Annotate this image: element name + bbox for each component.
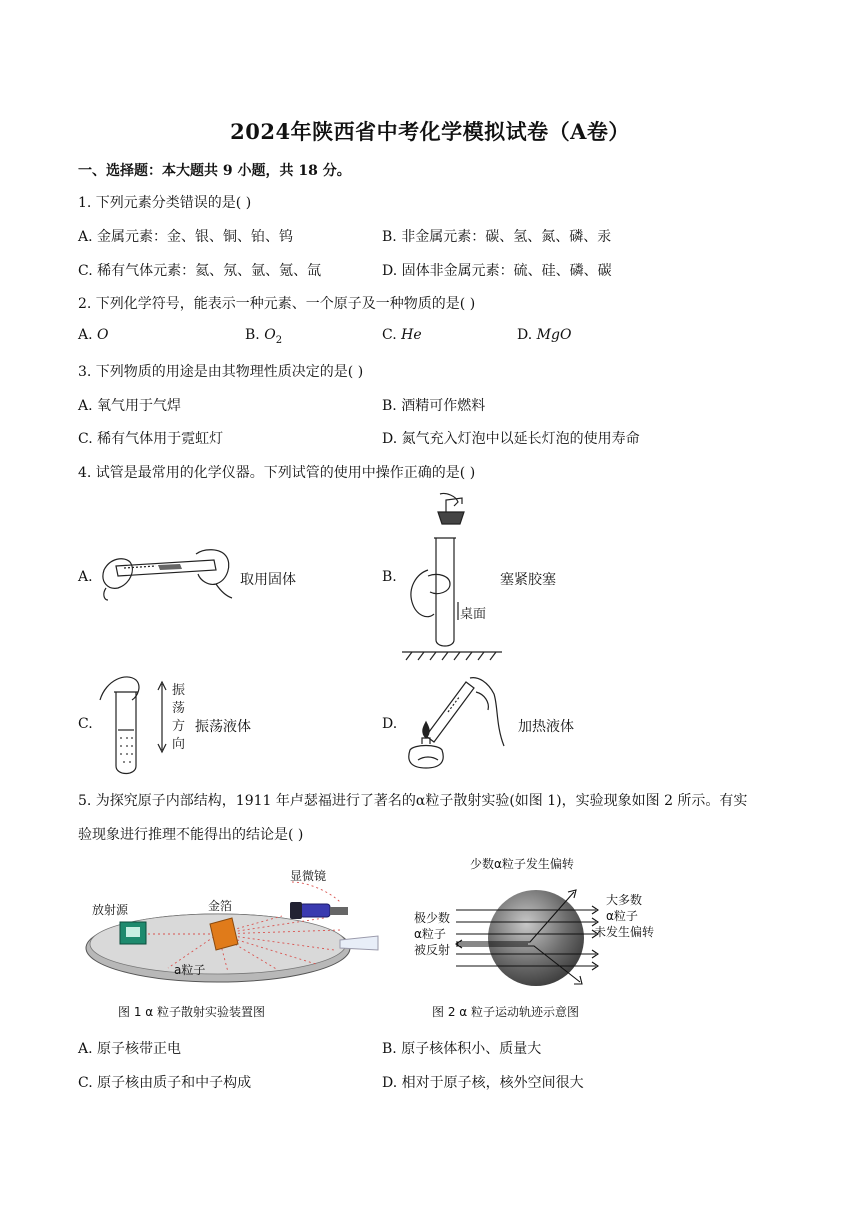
q2-option-c [382,327,422,343]
q3-option-a: A. 氧气用于气焊 [78,398,182,414]
q4-figure-c [96,670,196,780]
q3-option-d: D. 氮气充入灯泡中以延长灯泡的使用寿命 [382,431,640,447]
fig1-caption: 图 1 α 粒子散射实验装置图 [118,1005,265,1019]
q4-option-d-label: D. [382,716,398,732]
q4-option-b-caption: 塞紧胶塞 [500,572,556,588]
shake-arrow-char-4: 向 [172,737,186,752]
q2-option-a-label: A. [78,327,98,343]
q4-figure-b [398,492,508,662]
q2-option-a-formula: O [97,327,109,343]
q4-option-a-label: A. [78,569,93,585]
flame [423,722,429,738]
question-5-stem-line2: 验现象进行推理不能得出的结论是( ) [78,827,304,843]
fig1-particle-label: a粒子 [174,963,206,977]
liquid-dots [120,737,133,763]
question-5-stem-line1: 5. 为探究原子内部结构，1911 年卢瑟福进行了著名的α粒子散射实验(如图 1)，实验现象如图 2 所示。有实 [78,793,748,809]
fig2-left-label-3: 被反射 [414,943,451,957]
q4-option-a-caption: 取用固体 [240,572,296,588]
q4-figure-a [96,540,236,602]
q5-option-c: C. 原子核由质子和中子构成 [78,1075,252,1091]
fig2-right-label-1: 大多数 [606,893,643,907]
right-hand-outline [196,550,229,585]
q2-option-b-formula: O [264,327,276,343]
holding-hand [411,570,434,617]
fig1-microscope-label: 显微镜 [290,869,327,883]
q2-option-d-label: D. [517,327,537,343]
q2-option-b-subscript: 2 [275,334,283,346]
q4-option-c-caption: 振荡液体 [195,719,251,735]
fig1-source-label: 放射源 [92,903,129,917]
q4-figure-d [398,676,508,772]
q1-option-c: C. 稀有气体元素：氦、氖、氩、氪、氙 [78,263,322,279]
fig1-foil-label: 金箔 [208,899,233,913]
q4-option-d-caption: 加热液体 [518,719,574,735]
q4-desk-label: 桌面 [460,607,487,622]
q4-option-c-label: C. [78,716,93,732]
q5-option-d: D. 相对于原子核，核外空间很大 [382,1075,584,1091]
q3-option-b: B. 酒精可作燃料 [382,398,486,414]
q2-option-c-label: C. [382,327,402,343]
microscope [300,904,330,917]
q5-figure-2 [410,852,670,1024]
screen-tube [340,936,378,950]
q5-figure-1 [78,852,398,1024]
question-2-stem: 2. 下列化学符号，能表示一种元素、一个原子及一种物质的是( ) [78,296,476,312]
shake-arrow-char-3: 方 [172,719,186,734]
q2-option-b [245,327,282,346]
test-tube-shake [116,692,136,774]
heating-test-tube [426,682,474,742]
q1-option-d: D. 固体非金属元素：硫、硅、磷、碳 [382,263,612,279]
q2-option-d-formula: MgO [536,327,572,343]
fig2-right-label-2: α粒子 [606,909,638,923]
q4-option-b-label: B. [382,569,397,585]
q2-option-b-label: B. [245,327,265,343]
holding-hand-d [470,678,504,746]
q3-option-c: C. 稀有气体用于霓虹灯 [78,431,224,447]
q2-option-a [78,327,109,343]
question-3-stem: 3. 下列物质的用途是由其物理性质决定的是( ) [78,364,364,380]
q1-option-a: A. 金属元素：金、银、铜、铂、钨 [78,229,294,245]
fig2-right-label-3: 未发生偏转 [594,925,655,939]
rubber-stopper [438,512,464,524]
q2-option-d [517,327,571,343]
shaking-hand [100,677,139,700]
fig2-caption: 图 2 α 粒子运动轨迹示意图 [432,1005,579,1019]
shake-arrow-char-1: 振 [172,683,186,698]
q1-option-b: B. 非金属元素：碳、氢、氮、磷、汞 [382,229,612,245]
page-title: 2024年陕西省中考化学模拟试卷（A卷） [230,119,630,144]
q2-option-c-formula: He [401,327,422,343]
gold-atom-ball [488,890,584,986]
q5-option-a: A. 原子核带正电 [78,1041,182,1057]
question-1-stem: 1. 下列元素分类错误的是( ) [78,195,252,211]
section-heading: 一、选择题：本大题共 9 小题，共 18 分。 [78,163,351,179]
fig2-left-label-2: α粒子 [414,927,446,941]
shake-arrow-char-2: 荡 [172,701,186,716]
solid-sample [158,564,182,570]
q5-option-b: B. 原子核体积小、质量大 [382,1041,542,1057]
question-4-stem: 4. 试管是最常用的化学仪器。下列试管的使用中操作正确的是( ) [78,465,476,481]
fig2-left-label-1: 极少数 [414,911,451,925]
fig2-top-label: 少数α粒子发生偏转 [470,857,574,871]
